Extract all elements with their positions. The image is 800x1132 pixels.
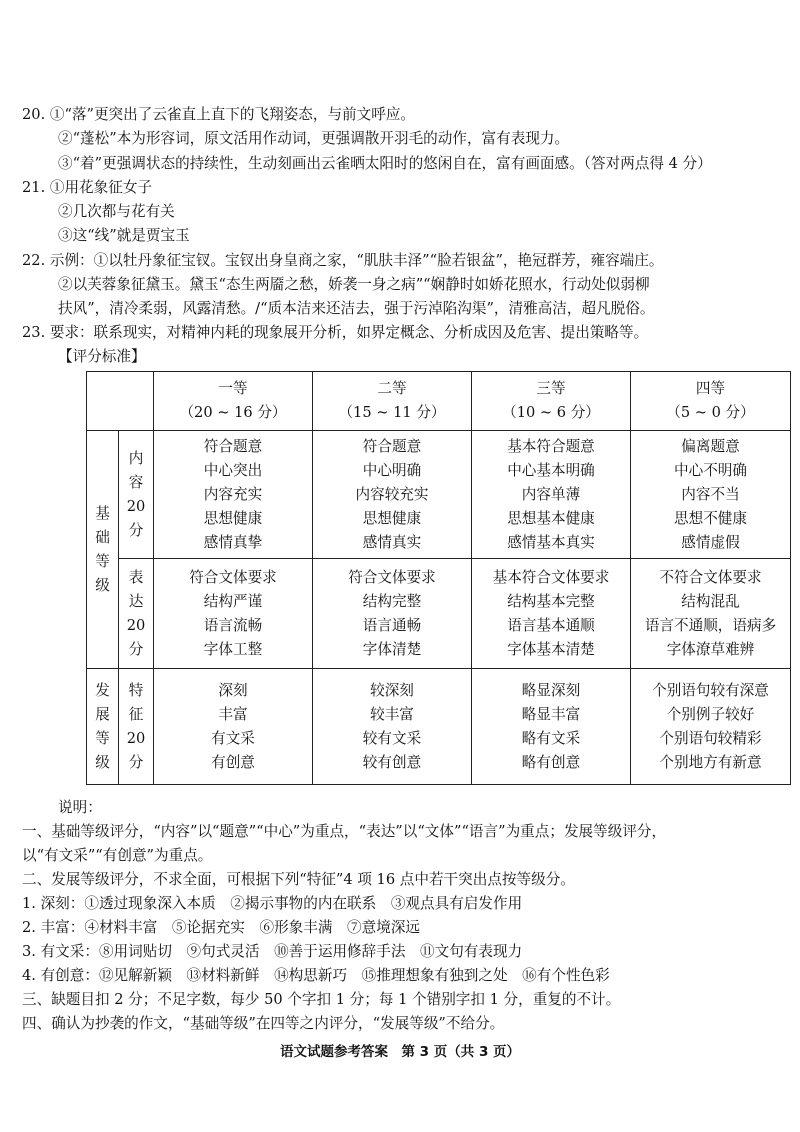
table-corner-cell: [87, 372, 154, 431]
criterion-item: 符合题意: [362, 437, 422, 455]
criterion-item: 感情真挚: [203, 533, 263, 551]
criterion-item: 符合文体要求: [189, 568, 277, 586]
criterion-item: 符合题意: [203, 437, 263, 455]
header-grade-2: [313, 372, 472, 431]
criterion-item: 思想基本健康: [507, 509, 595, 527]
group-char: 础: [95, 528, 110, 546]
criterion-item: 偏离题意: [681, 437, 740, 455]
cell-expression-grade-2: [313, 559, 472, 669]
group-char: 等: [95, 552, 110, 570]
criterion-item: 较有文采: [362, 729, 422, 747]
criterion-item: 丰富: [218, 705, 248, 723]
header-grade-3: [472, 372, 631, 431]
header-grade-range: （15 ~ 11 分）: [338, 404, 446, 421]
q21-line-3: ③这“线”就是贾宝玉: [58, 227, 190, 244]
criterion-item: 结构严谨: [203, 592, 263, 610]
criterion-item: 字体清楚: [362, 640, 422, 658]
header-grade-label: 一等: [218, 380, 248, 397]
criterion-item: 基本符合题意: [507, 437, 595, 455]
criterion-item: 内容不当: [681, 485, 740, 503]
cell-content-grade-4: [631, 431, 791, 559]
criterion-item: 思想不健康: [674, 509, 747, 527]
row-label-char: 容: [128, 473, 144, 491]
criterion-item: 内容单薄: [521, 485, 581, 503]
table-row-features: [87, 669, 791, 785]
criterion-item: 语言不通顺，语病多: [644, 616, 777, 634]
row-label-char: 20: [126, 729, 146, 747]
criterion-item: 感情真实: [362, 533, 422, 551]
row-label-char: 达: [128, 592, 144, 610]
criterion-item: 字体工整: [203, 640, 263, 658]
cell-expression-grade-3: [472, 559, 631, 669]
header-grade-1: [154, 372, 313, 431]
note-line-5: 2. 丰富：④材料丰富 ⑤论据充实 ⑥形象丰满 ⑦意境深远: [22, 919, 421, 936]
criterion-item: 深刻: [218, 681, 248, 699]
criterion-item: 感情虚假: [681, 533, 740, 551]
row-label-char: 分: [128, 521, 144, 539]
q22-line-1: 22. 示例：①以牡丹象征宝钗。宝钗出身皇商之家，“肌肤丰泽”“脸若银盆”，艳冠群芳，雍容端庄。: [22, 252, 664, 269]
cell-content-grade-2: [313, 431, 472, 559]
group-char: 展: [95, 705, 110, 723]
cell-expression-grade-1: [154, 559, 313, 669]
scoring-table: [86, 371, 791, 785]
criterion-item: 符合文体要求: [348, 568, 436, 586]
criterion-item: 个别语句较精彩: [659, 729, 762, 747]
criterion-item: 结构基本完整: [507, 592, 595, 610]
note-line-1: 一、基础等级评分，“内容”以“题意”“中心”为重点，“表达”以“文体”“语言”为重点；发展等级评分，: [22, 823, 667, 840]
criterion-item: 基本符合文体要求: [492, 568, 610, 586]
criterion-item: 中心基本明确: [507, 461, 595, 479]
group-char: 基: [95, 504, 110, 522]
criterion-item: 字体基本清楚: [507, 640, 595, 658]
q22-line-3: 扶风”，清冷柔弱，风露清愁。/“质本洁来还洁去，强于污淖陷沟渠”，清雅高洁，超凡脱俗。: [58, 300, 655, 317]
criterion-item: 中心不明确: [674, 461, 747, 479]
table-header-row: [87, 372, 791, 431]
group-char: 级: [95, 753, 110, 771]
criterion-item: 有文采: [211, 729, 255, 747]
row-label-char: 内: [128, 449, 144, 467]
criterion-item: 较深刻: [370, 681, 414, 699]
criterion-item: 个别例子较好: [666, 705, 755, 723]
header-grade-range: （5 ~ 0 分）: [666, 404, 755, 421]
q20-line-1: 20. ①“落”更突出了云雀直上直下的飞翔姿态，与前文呼应。: [22, 106, 416, 123]
criterion-item: 较丰富: [370, 705, 414, 723]
q20-line-2: ②“蓬松”本为形容词，原文活用作动词，更强调散开羽毛的动作，富有表现力。: [58, 130, 570, 147]
table-row-expression: [87, 559, 791, 669]
criterion-item: 较有创意: [362, 753, 422, 771]
cell-features-grade-3: [472, 669, 631, 785]
row-label-char: 征: [128, 705, 144, 723]
criterion-item: 语言通畅: [362, 616, 422, 634]
header-grade-range: （20 ~ 16 分）: [179, 404, 287, 421]
cell-expression-grade-4: [631, 559, 791, 669]
row-label-char: 分: [128, 640, 144, 658]
note-line-4: 1. 深刻：①透过现象深入本质 ②揭示事物的内在联系 ③观点具有启发作用: [22, 895, 523, 912]
criterion-item: 结构混乱: [681, 592, 740, 610]
criterion-item: 结构完整: [362, 592, 422, 610]
cell-features-grade-1: [154, 669, 313, 785]
criterion-item: 略有创意: [521, 753, 581, 771]
row-label-char: 分: [128, 753, 144, 771]
group-label-develop: [87, 669, 119, 785]
criterion-item: 感情基本真实: [507, 533, 595, 551]
cell-features-grade-2: [313, 669, 472, 785]
q22-line-2: ②以芙蓉象征黛玉。黛玉“态生两靥之愁，娇袭一身之病”“娴静时如娇花照水，行动处似弱柳: [58, 276, 650, 293]
q21-line-1: 21. ①用花象征女子: [22, 179, 153, 196]
criterion-item: 略显丰富: [521, 705, 581, 723]
header-grade-label: 二等: [377, 380, 407, 397]
row-label-char: 20: [126, 616, 146, 634]
header-grade-label: 三等: [536, 380, 566, 397]
note-line-9: 四、确认为抄袭的作文，“基础等级”在四等之内评分，“发展等级”不给分。: [22, 1015, 505, 1032]
criterion-item: 字体潦草难辨: [666, 640, 755, 658]
group-label-basic: [87, 431, 119, 669]
header-grade-label: 四等: [695, 380, 726, 397]
criterion-item: 个别语句较有深意: [652, 681, 769, 699]
page-footer: 语文试题参考答案 第 3 页（共 3 页）: [279, 1044, 521, 1060]
q21-line-2: ②几次都与花有关: [58, 203, 175, 220]
cell-content-grade-3: [472, 431, 631, 559]
row-label-content: [119, 431, 154, 559]
row-label-char: 20: [126, 497, 146, 515]
criterion-item: 有创意: [211, 753, 255, 771]
criteria-title: 【评分标准】: [58, 348, 146, 365]
table-row-content: [87, 431, 791, 559]
row-label-features: [119, 669, 154, 785]
q20-line-3: ③“着”更强调状态的持续性，生动刻画出云雀晒太阳时的悠闲自在，富有画面感。（答对两点得 4 分）: [58, 155, 712, 172]
criterion-item: 内容充实: [203, 485, 263, 503]
row-label-char: 特: [128, 681, 144, 699]
criterion-item: 思想健康: [203, 509, 263, 527]
header-grade-range: （10 ~ 6 分）: [502, 404, 600, 421]
header-grade-4: [631, 372, 791, 431]
criterion-item: 语言流畅: [203, 616, 263, 634]
group-char: 级: [95, 576, 110, 594]
notes-heading: 说明：: [58, 799, 102, 816]
criterion-item: 个别地方有新意: [659, 753, 762, 771]
criterion-item: 中心突出: [203, 461, 263, 479]
criterion-item: 略有文采: [521, 729, 581, 747]
cell-content-grade-1: [154, 431, 313, 559]
criterion-item: 中心明确: [362, 461, 422, 479]
note-line-7: 4. 有创意：⑫见解新颖 ⑬材料新鲜 ⑭构思新巧 ⑮推理想象有独到之处 ⑯有个性色彩: [22, 967, 610, 984]
q23-line: 23. 要求：联系现实，对精神内耗的现象展开分析，如界定概念、分析成因及危害、提出策略等。: [22, 324, 649, 341]
group-char: 发: [95, 681, 110, 699]
note-line-2: 以“有文采”“有创意”为重点。: [22, 847, 213, 864]
criterion-item: 略显深刻: [521, 681, 581, 699]
note-line-6: 3. 有文采：⑧用词贴切 ⑨句式灵活 ⑩善于运用修辞手法 ⑪文句有表现力: [22, 943, 523, 960]
note-line-3: 二、发展等级评分，不求全面，可根据下列“特征”4 项 16 点中若干突出点按等级分。: [22, 871, 575, 888]
criterion-item: 语言基本通顺: [507, 616, 595, 634]
note-line-8: 三、缺题目扣 2 分；不足字数，每少 50 个字扣 1 分；每 1 个错别字扣 1 分，重复的不计。: [22, 991, 621, 1008]
criterion-item: 不符合文体要求: [659, 568, 762, 586]
row-label-expression: [119, 559, 154, 669]
criterion-item: 内容较充实: [355, 485, 429, 503]
group-char: 等: [95, 729, 110, 747]
criterion-item: 思想健康: [362, 509, 422, 527]
cell-features-grade-4: [631, 669, 791, 785]
row-label-char: 表: [128, 568, 144, 586]
